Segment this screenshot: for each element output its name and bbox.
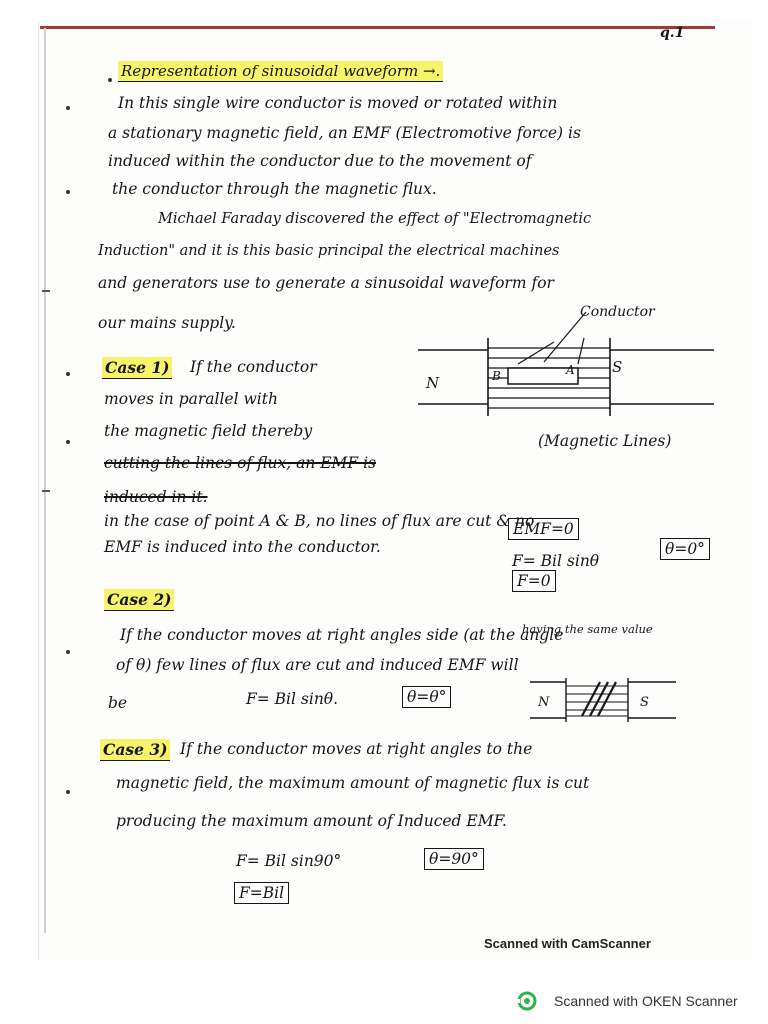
case1-emf-box-text: EMF=0	[508, 518, 579, 540]
margin-bullet	[66, 190, 70, 194]
conductor-arrow	[518, 342, 554, 364]
intro-line: In this single wire conductor is moved or rotated within	[118, 94, 558, 112]
camscanner-watermark: Scanned with CamScanner	[484, 936, 651, 951]
case1-line: in the case of point A & B, no lines of flux are cut & no	[104, 512, 535, 530]
case2-formula: F= Bil sinθ.	[246, 690, 339, 708]
margin-bullet	[66, 440, 70, 444]
margin-bullet	[66, 106, 70, 110]
case1-line: If the conductor	[190, 358, 317, 376]
case2-theta-box	[402, 690, 451, 706]
faraday-line: Michael Faraday discovered the effect of "Electromagnetic	[158, 211, 592, 227]
intro-line: induced within the conductor due to the movement of	[108, 152, 532, 170]
case1-theta-box-text: θ=0°	[660, 538, 710, 560]
case2-line: be	[108, 694, 128, 712]
case2-label	[104, 592, 174, 608]
case3-label-text: Case 3)	[100, 739, 170, 761]
oken-watermark: Scanned with OKEN Scanner	[554, 993, 738, 1009]
heading-text: Representation of sinusoidal waveform →.	[118, 61, 443, 82]
case2-note: having the same value	[522, 622, 653, 636]
case1-struck-line: cutting the lines of flux, an EMF is	[104, 454, 377, 472]
case1-line: EMF is induced into the conductor.	[104, 538, 381, 556]
magnet-diagram-angled	[528, 676, 678, 724]
case1-f-box-text: F=0	[512, 570, 556, 592]
case2-label-text: Case 2)	[104, 589, 174, 611]
case1-formula: F= Bil sinθ	[512, 552, 600, 570]
south-pole-label-small: S	[640, 695, 649, 710]
case1-theta-box	[660, 542, 710, 558]
margin-tick	[42, 490, 50, 492]
angled-conductor-hatch	[582, 682, 616, 716]
case3-theta-box-text: θ=90°	[424, 848, 484, 870]
case1-emf-box	[508, 522, 579, 538]
intro-line: a stationary magnetic field, an EMF (Electromotive force) is	[108, 124, 581, 142]
margin-bullet	[66, 790, 70, 794]
margin-bullet	[66, 372, 70, 376]
case1-line: moves in parallel with	[104, 390, 278, 408]
case3-formula: F= Bil sin90°	[236, 852, 342, 870]
magnet-diagram-parallel	[414, 300, 720, 422]
faraday-line: Induction" and it is this basic principal the electrical machines	[98, 243, 560, 259]
heading	[118, 64, 443, 79]
south-pole-outline-small	[628, 678, 676, 722]
case2-line: of θ) few lines of flux are cut and induced EMF will	[116, 656, 519, 674]
point-a-pointer	[578, 338, 584, 364]
case3-line: producing the maximum amount of Induced EMF.	[116, 812, 507, 830]
north-pole-label-small: N	[538, 695, 550, 710]
case1-line: the magnetic field thereby	[104, 422, 313, 440]
north-pole-label: N	[426, 374, 440, 392]
point-b-label: B	[492, 369, 501, 383]
case3-label	[100, 742, 170, 758]
point-a-label: A	[566, 363, 575, 377]
faraday-line: and generators use to generate a sinusoidal waveform for	[98, 274, 554, 292]
case1-label-text: Case 1)	[102, 357, 172, 379]
margin-tick	[42, 290, 50, 292]
case3-f-box-text: F=Bil	[234, 882, 289, 904]
case3-line: If the conductor moves at right angles to the	[180, 740, 533, 758]
left-margin-line	[44, 28, 46, 933]
margin-bullet	[108, 78, 112, 82]
case3-f-box	[234, 886, 289, 902]
magnetic-lines-note: (Magnetic Lines)	[538, 432, 672, 450]
margin-bullet	[66, 650, 70, 654]
faraday-line: our mains supply.	[98, 314, 236, 332]
conductor-label: Conductor	[580, 304, 655, 320]
case1-struck-line: induced in it.	[104, 488, 208, 506]
case1-label	[102, 360, 172, 376]
case3-theta-box	[424, 852, 484, 868]
top-margin-rule	[40, 26, 715, 29]
case1-f-box	[512, 574, 556, 590]
page-number: q.1	[660, 25, 685, 41]
south-pole-label: S	[612, 358, 623, 376]
case2-theta-box-text: θ=θ°	[402, 686, 451, 708]
intro-line: the conductor through the magnetic flux.	[112, 180, 437, 198]
case3-line: magnetic field, the maximum amount of magnetic flux is cut	[116, 774, 590, 792]
south-pole-outline	[610, 338, 714, 416]
oken-logo-icon	[516, 990, 538, 1012]
case2-line: If the conductor moves at right angles side (at the angle	[120, 626, 564, 644]
